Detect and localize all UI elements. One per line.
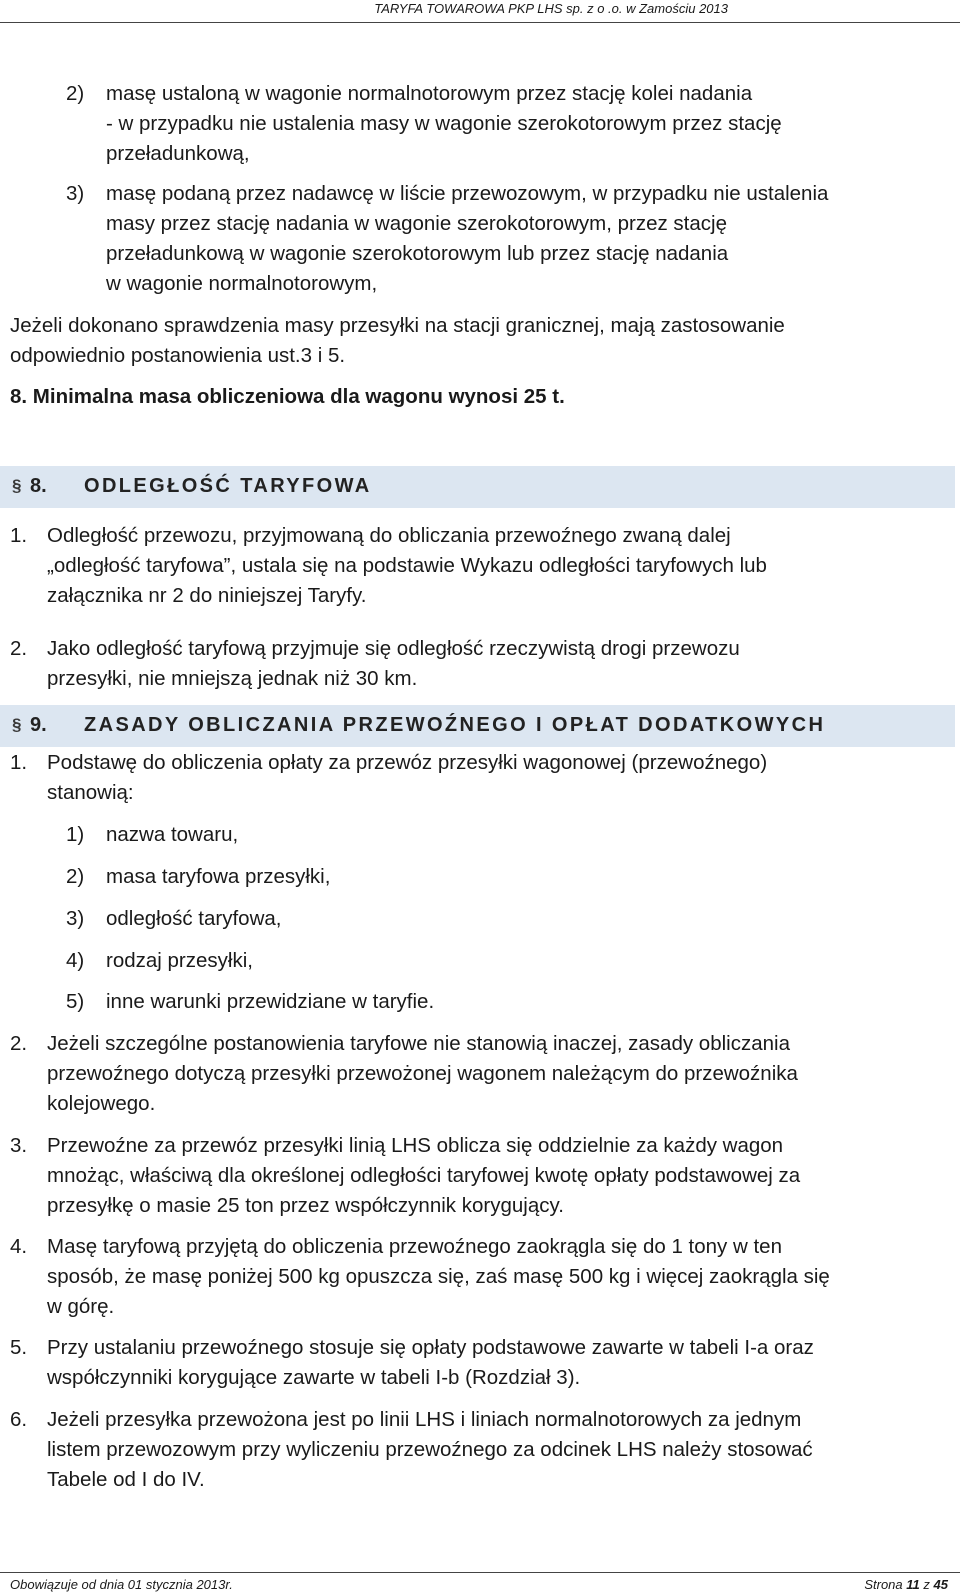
- item-number: 4.: [10, 1235, 28, 1258]
- section-title: ZASADY OBLICZANIA PRZEWOŹNEGO I OPŁAT DODATKOWYCH: [84, 714, 826, 736]
- list-item-number: 3): [66, 182, 85, 205]
- sublist-number: 5): [66, 990, 85, 1013]
- text-line: listem przewozowym przy wyliczeniu przewoźnego za odcinek LHS należy stosować: [47, 1438, 813, 1461]
- sublist-number: 2): [66, 865, 85, 888]
- text-line: w wagonie normalnotorowym,: [106, 272, 378, 295]
- paragraph-border-station: [10, 311, 930, 371]
- text-line: stanowią:: [47, 781, 134, 804]
- page-label: Strona: [864, 1577, 903, 1592]
- item-text: [47, 1232, 930, 1322]
- total-pages: 45: [933, 1577, 948, 1592]
- item-number: 6.: [10, 1408, 28, 1431]
- item-number: 3.: [10, 1134, 28, 1157]
- item-number: 2.: [10, 637, 28, 660]
- footer-effective-date: Obowiązuje od dnia 01 stycznia 2013r.: [10, 1577, 233, 1592]
- item-text: [47, 1333, 930, 1393]
- item-text: [47, 1029, 930, 1119]
- text-line: przewoźnego dotyczą przesyłki przewożonej wagonem należącym do przewoźnika: [47, 1062, 798, 1085]
- text-line: Podstawę do obliczenia opłaty za przewóz przesyłki wagonowej (przewoźnego): [47, 751, 768, 774]
- section-number: 9.: [30, 714, 47, 736]
- sublist-item: odległość taryfowa,: [106, 907, 282, 930]
- item-number: 2.: [10, 1032, 28, 1055]
- section-heading-8: [0, 466, 955, 508]
- text-line: przesyłki, nie mniejszą jednak niż 30 km.: [47, 667, 418, 690]
- sublist-number: 3): [66, 907, 85, 930]
- text-line: przesyłkę o masie 25 ton przez współczynnik korygujący.: [47, 1194, 564, 1217]
- section-mark: §: [12, 476, 22, 495]
- text-line: Tabele od I do IV.: [47, 1468, 205, 1491]
- text-line: Odległość przewozu, przyjmowaną do obliczania przewoźnego zwaną dalej: [47, 524, 731, 547]
- text-line: Masę taryfową przyjętą do obliczenia przewoźnego zaokrągla się do 1 tony w ten: [47, 1235, 782, 1258]
- text-line: w górę.: [47, 1295, 115, 1318]
- text-line: sposób, że masę poniżej 500 kg opuszcza się, zaś masę 500 kg i więcej zaokrągla się: [47, 1265, 830, 1288]
- text-line: odpowiednio postanowienia ust.3 i 5.: [10, 344, 346, 367]
- section-number: 8.: [30, 475, 47, 497]
- section-heading-9: [0, 705, 955, 747]
- sublist-number: 4): [66, 949, 85, 972]
- page-header: [0, 0, 960, 23]
- text-line: masę ustaloną w wagonie normalnotorowym przez stację kolei nadania: [106, 82, 753, 105]
- item-number: 1.: [10, 751, 28, 774]
- text-line: przeładunkową,: [106, 142, 250, 165]
- sublist-number: 1): [66, 823, 85, 846]
- text-line: Jeżeli dokonano sprawdzenia masy przesyłki na stacji granicznej, mają zastosowanie: [10, 314, 785, 337]
- section-title: ODLEGŁOŚĆ TARYFOWA: [84, 475, 372, 497]
- text-line: kolejowego.: [47, 1092, 156, 1115]
- text-line: załącznika nr 2 do niniejszej Taryfy.: [47, 584, 367, 607]
- point-8-minimum-mass: 8. Minimalna masa obliczeniowa dla wagonu wynosi 25 t.: [10, 385, 565, 408]
- page-of: z: [923, 1577, 930, 1592]
- item-text: [47, 1405, 930, 1495]
- item-number: 1.: [10, 524, 28, 547]
- sublist-item: rodzaj przesyłki,: [106, 949, 253, 972]
- text-line: - w przypadku nie ustalenia masy w wagonie szerokotorowym przez stację: [106, 112, 782, 135]
- page-number: [864, 1577, 948, 1592]
- section-mark: §: [12, 715, 22, 734]
- item-text: [47, 748, 930, 808]
- sublist-item: inne warunki przewidziane w taryfie.: [106, 990, 435, 1013]
- text-line: mnożąc, właściwą dla określonej odległości taryfowej kwotę opłaty podstawowej za: [47, 1164, 801, 1187]
- text-line: „odległość taryfowa”, ustala się na podstawie Wykazu odległości taryfowych lub: [47, 554, 767, 577]
- text-line: przeładunkową w wagonie szerokotorowym lub przez stację nadania: [106, 242, 729, 265]
- text-line: masy przez stację nadania w wagonie szerokotorowym, przez stację: [106, 212, 727, 235]
- item-number: 5.: [10, 1336, 28, 1359]
- item-text: [47, 521, 930, 611]
- item-text: [47, 1131, 930, 1221]
- current-page: 11: [906, 1577, 920, 1592]
- item-text: [47, 634, 930, 694]
- list-item-text: [106, 179, 930, 299]
- sublist-item: nazwa towaru,: [106, 823, 239, 846]
- text-line: Przewoźne za przewóz przesyłki linią LHS oblicza się oddzielnie za każdy wagon: [47, 1134, 784, 1157]
- text-line: Jeżeli przesyłka przewożona jest po linii LHS i liniach normalnotorowych za jednym: [47, 1408, 802, 1431]
- header-title: TARYFA TOWAROWA PKP LHS sp. z o .o. w Zamościu 2013: [374, 1, 728, 16]
- list-item-text: [106, 79, 930, 169]
- list-item-number: 2): [66, 82, 85, 105]
- text-line: masę podaną przez nadawcę w liście przewozowym, w przypadku nie ustalenia: [106, 182, 829, 205]
- sublist-item: masa taryfowa przesyłki,: [106, 865, 331, 888]
- text-line: współczynniki korygujące zawarte w tabeli I-b (Rozdział 3).: [47, 1366, 581, 1389]
- text-line: Przy ustalaniu przewoźnego stosuje się opłaty podstawowe zawarte w tabeli I-a oraz: [47, 1336, 814, 1359]
- text-line: Jeżeli szczególne postanowienia taryfowe nie stanowią inaczej, zasady obliczania: [47, 1032, 790, 1055]
- page-footer: [0, 1572, 960, 1594]
- text-line: Jako odległość taryfową przyjmuje się odległość rzeczywistą drogi przewozu: [47, 637, 740, 660]
